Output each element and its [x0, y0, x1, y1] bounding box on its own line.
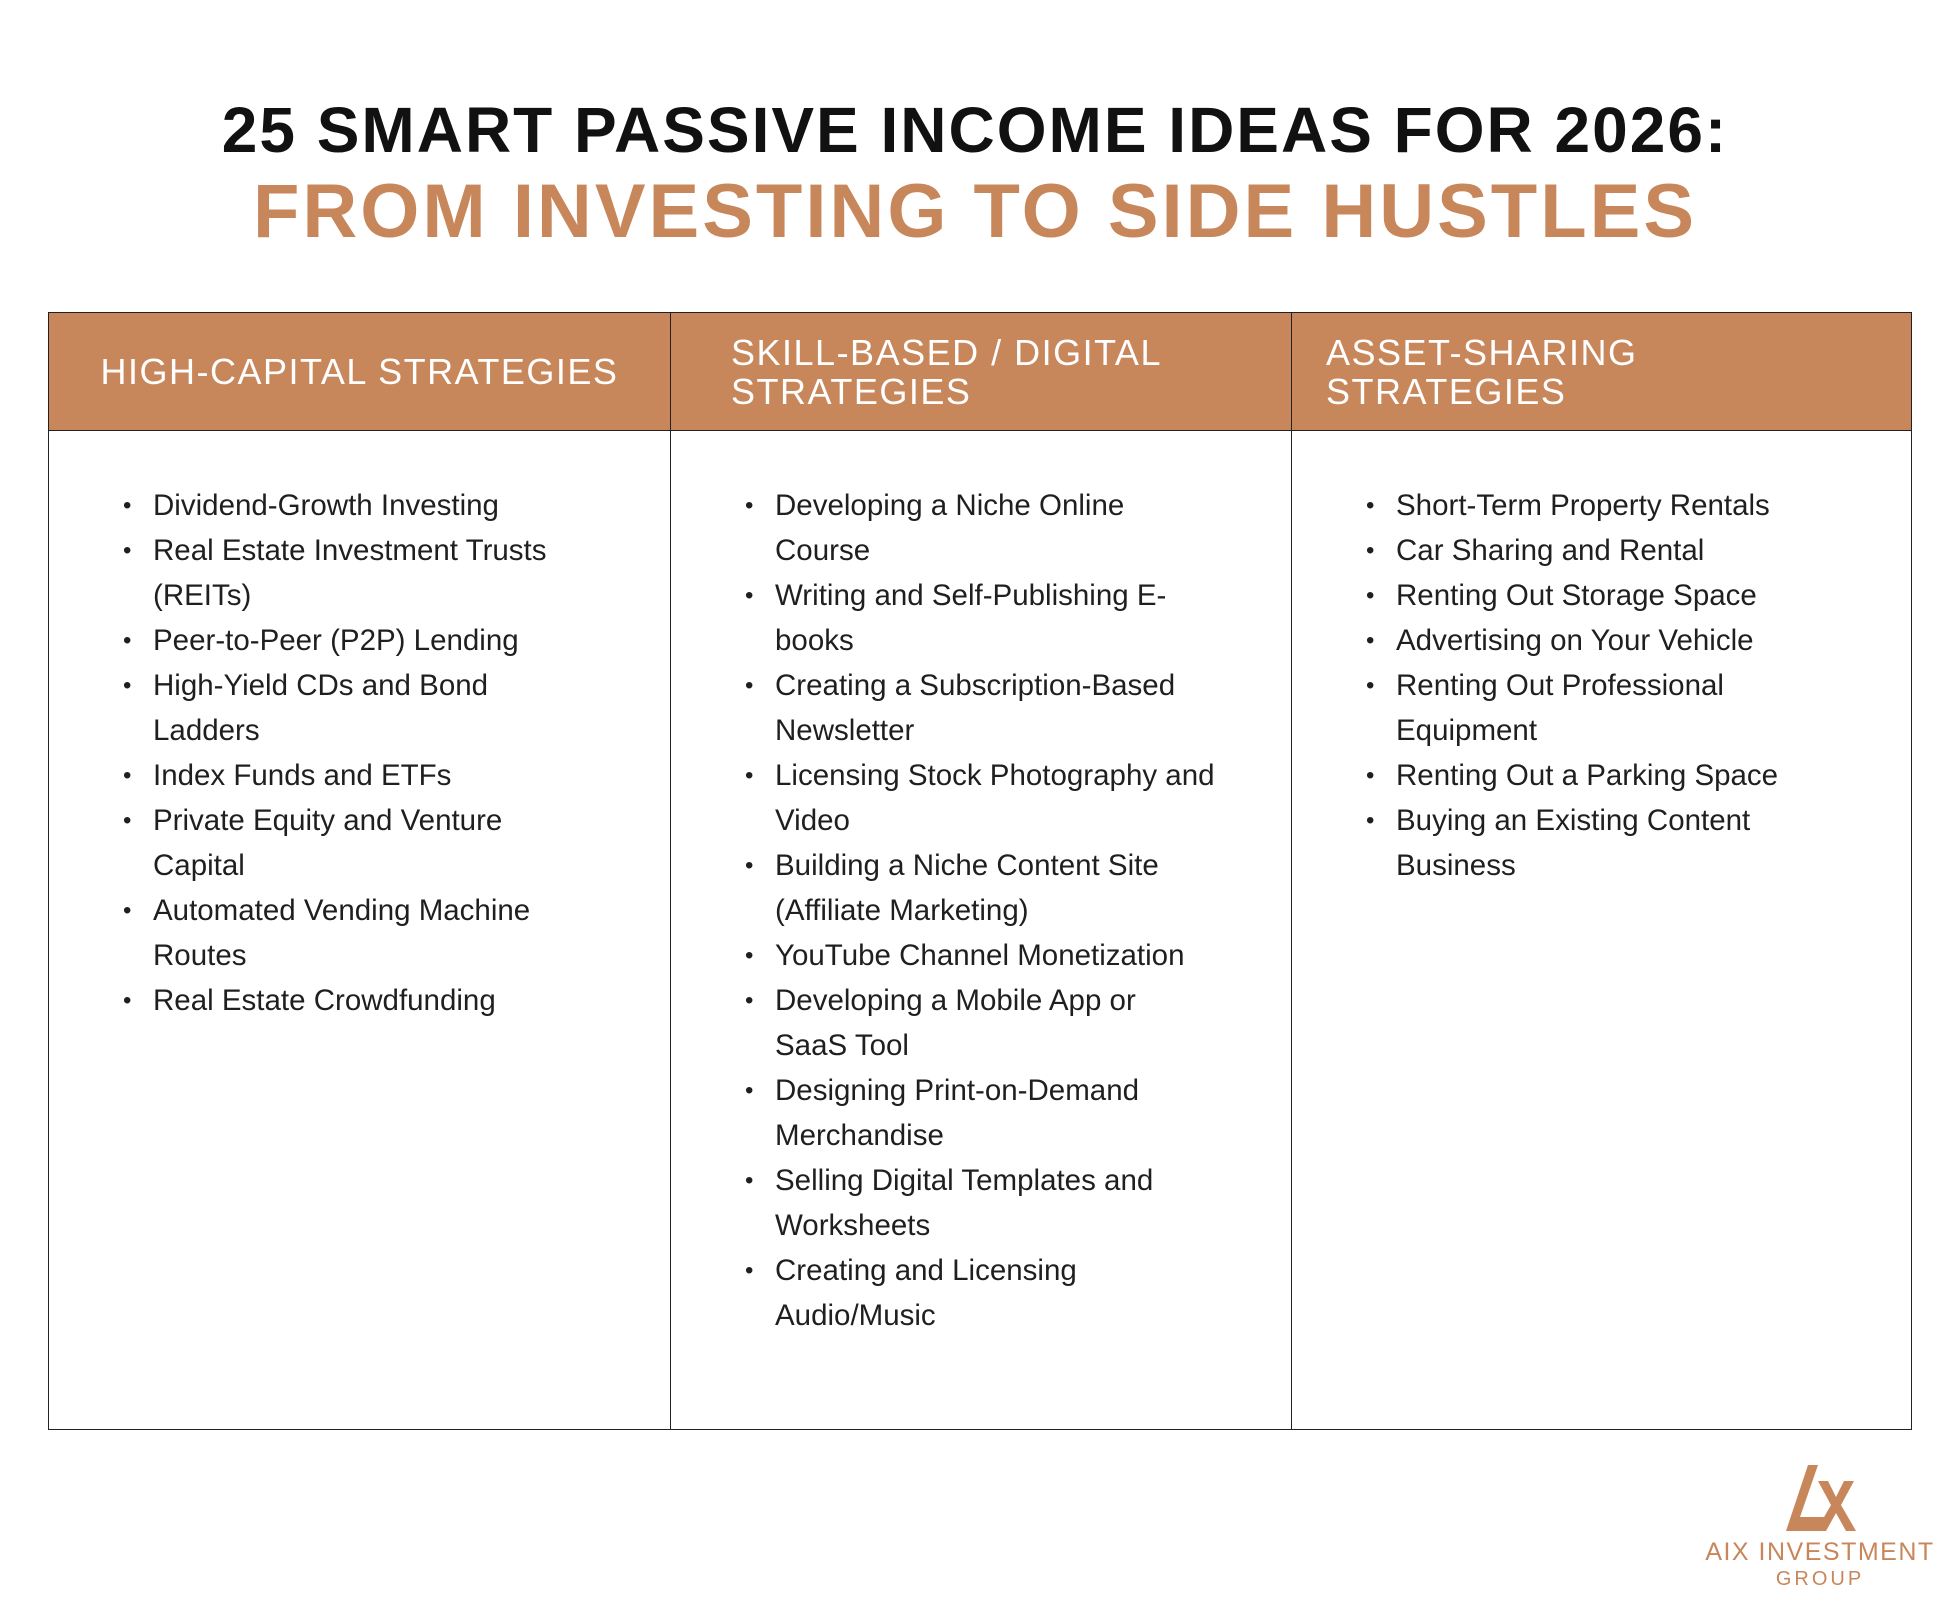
list-item: • Real Estate Investment Trusts (REITs) [123, 528, 593, 618]
list-item: • Index Funds and ETFs [123, 753, 593, 798]
page-title: 25 SMART PASSIVE INCOME IDEAS FOR 2026: [221, 94, 1729, 166]
logo-subtitle: GROUP [1775, 1568, 1865, 1590]
strategy-list [1366, 483, 1881, 888]
logo-name: AIX INVESTMENT [1705, 1538, 1935, 1566]
title-block [0, 92, 1950, 256]
list-item: • YouTube Channel Monetization [745, 933, 1215, 978]
list-item: • Building a Niche Content Site (Affiliate Marketing) [745, 843, 1215, 933]
list-item: • Private Equity and Venture Capital [123, 798, 593, 888]
list-item: • Selling Digital Templates and Worksheets [745, 1158, 1215, 1248]
list-item: • Creating and Licensing Audio/Music [745, 1248, 1215, 1338]
list-item: • Renting Out a Parking Space [1366, 753, 1846, 798]
list-item: • Writing and Self-Publishing E-books [745, 573, 1215, 663]
list-item: • Licensing Stock Photography and Video [745, 753, 1215, 843]
strategy-list [745, 483, 1261, 1338]
list-item: • Developing a Mobile App or SaaS Tool [745, 978, 1215, 1068]
list-item: • High-Yield CDs and Bond Ladders [123, 663, 593, 753]
column-header-label: SKILL-BASED / DIGITAL STRATEGIES [731, 331, 1161, 412]
list-item: • Developing a Niche Online Course [745, 483, 1215, 573]
column-header-label: HIGH-CAPITAL STRATEGIES [100, 351, 619, 392]
column-body-asset-sharing [1291, 431, 1911, 1429]
list-item: • Advertising on Your Vehicle [1366, 618, 1846, 663]
list-item: • Dividend-Growth Investing [123, 483, 593, 528]
page-subtitle: FROM INVESTING TO SIDE HUSTLES [252, 169, 1698, 254]
aix-monogram-icon [1780, 1465, 1860, 1531]
list-item: • Short-Term Property Rentals [1366, 483, 1846, 528]
strategies-table [48, 312, 1912, 1430]
column-body-skill-based [670, 431, 1291, 1429]
column-body-high-capital [49, 431, 670, 1429]
column-header-high-capital [49, 313, 670, 431]
list-item: • Renting Out Professional Equipment [1366, 663, 1846, 753]
list-item: • Peer-to-Peer (P2P) Lending [123, 618, 593, 663]
list-item: • Buying an Existing Content Business [1366, 798, 1846, 888]
list-item: • Renting Out Storage Space [1366, 573, 1846, 618]
list-item: • Car Sharing and Rental [1366, 528, 1846, 573]
strategy-list [123, 483, 640, 1023]
list-item: • Real Estate Crowdfunding [123, 978, 593, 1023]
company-logo [1700, 1465, 1940, 1605]
list-item: • Creating a Subscription-Based Newsletter [745, 663, 1215, 753]
column-header-asset-sharing [1291, 313, 1911, 431]
column-header-label: ASSET-SHARING STRATEGIES [1326, 331, 1638, 412]
column-header-skill-based [670, 313, 1291, 431]
list-item: • Automated Vending Machine Routes [123, 888, 593, 978]
list-item: • Designing Print-on-Demand Merchandise [745, 1068, 1215, 1158]
